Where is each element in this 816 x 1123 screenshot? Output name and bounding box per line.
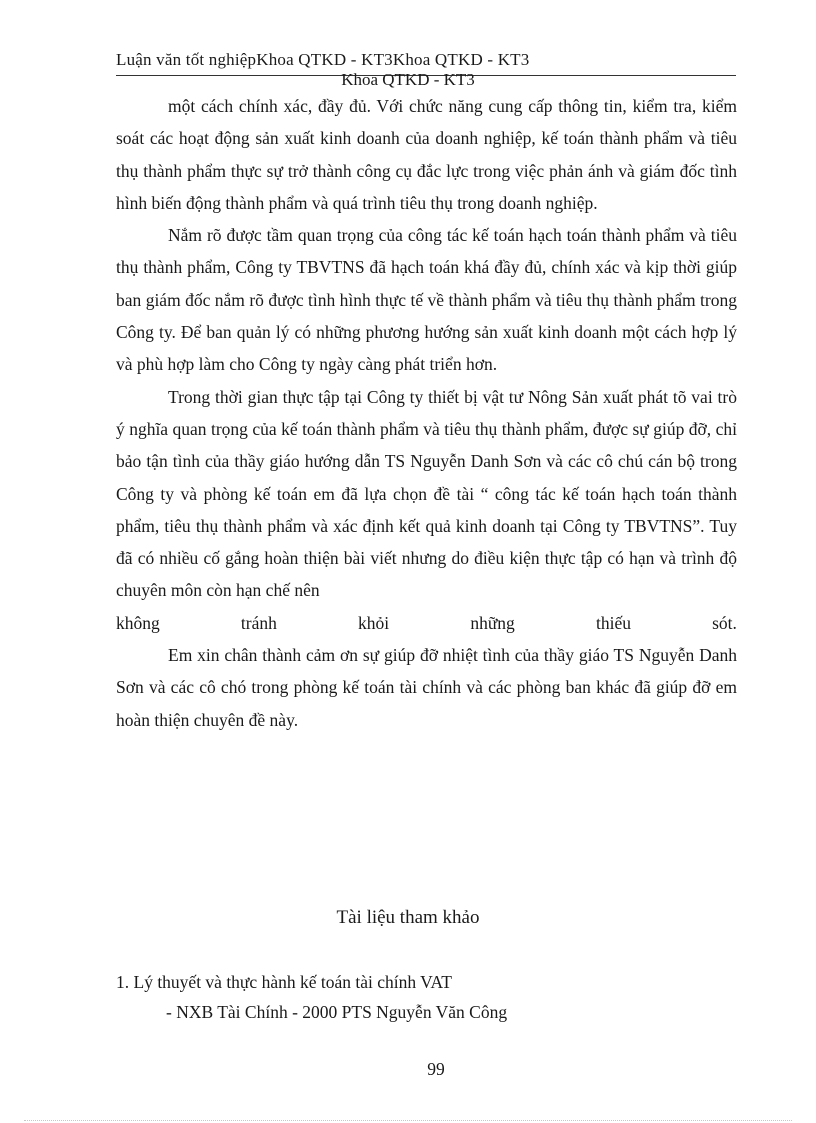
word: thiếu — [595, 612, 631, 633]
word: những — [470, 612, 515, 633]
page-number: 99 — [427, 1059, 445, 1079]
word: không — [116, 612, 160, 633]
word: khỏi — [358, 612, 390, 633]
paragraph-3: Trong thời gian thực tập tại Công ty thiết bị vật tư Nông Sản xuất phát tõ vai trò ý nghĩa quan trọng của kế toán thành phẩm và tiêu thụ thành phẩm, được sự giúp đỡ, chỉ bảo tận tình của thầy giáo hướng dẫn TS Nguyễn Danh Sơn và các cô chú cán bộ trong Công ty và phòng kế toán em đã lựa chọn đề tài “ công tác kế toán hạch toán thành phẩm, tiêu thụ thành phẩm và xác định kết quả kinh doanh tại Công ty TBVTNS”. Tuy đã có nhiều cố gắng hoàn thiện bài viết nhưng do điều kiện thực tập có hạn và trình độ chuyên môn còn hạn chế nên — [116, 386, 737, 601]
word: sót. — [712, 612, 737, 633]
running-header: Luận văn tốt nghiệpKhoa QTKD - KT3Khoa QTKD - KT3 — [116, 50, 530, 69]
reference-item-1: 1. Lý thuyết và thực hành kế toán tài chính VAT — [116, 972, 452, 992]
paragraph-3-last-line — [116, 607, 737, 639]
word: tránh — [240, 612, 277, 633]
reference-item-1-detail: - NXB Tài Chính - 2000 PTS Nguyễn Văn Công — [166, 1002, 508, 1022]
paragraph-4: Em xin chân thành cảm ơn sự giúp đỡ nhiệt tình của thầy giáo TS Nguyễn Danh Sơn và các cô chó trong phòng kế toán tài chính và các phòng ban khác đã giúp đỡ em hoàn thiện chuyên đề này. — [116, 645, 737, 730]
running-header-overlap: Khoa QTKD - KT3 — [341, 70, 475, 89]
paragraph-1: một cách chính xác, đầy đủ. Với chức năng cung cấp thông tin, kiểm tra, kiểm soát các hoạt động sản xuất kinh doanh của doanh nghiệp, kế toán thành phẩm và tiêu thụ thành phẩm thực sự trở thành công cụ đắc lực trong việc phản ánh và giám đốc tình hình biến động thành phẩm và quá trình tiêu thụ trong doanh nghiệp. — [116, 96, 737, 213]
body-text — [116, 90, 737, 736]
footer-divider — [24, 1120, 792, 1121]
references-heading: Tài liệu tham khảo — [336, 907, 480, 928]
paragraph-2: Nắm rõ được tầm quan trọng của công tác kế toán hạch toán thành phẩm và tiêu thụ thành phẩm, Công ty TBVTNS đã hạch toán khá đầy đủ, chính xác và kịp thời giúp ban giám đốc nắm rõ được tình hình thực tế về thành phẩm và tiêu thụ thành phẩm trong Công ty. Để ban quản lý có những phương hướng sản xuất kinh doanh một cách hợp lý và phù hợp làm cho Công ty ngày càng phát triển hơn. — [116, 225, 737, 375]
